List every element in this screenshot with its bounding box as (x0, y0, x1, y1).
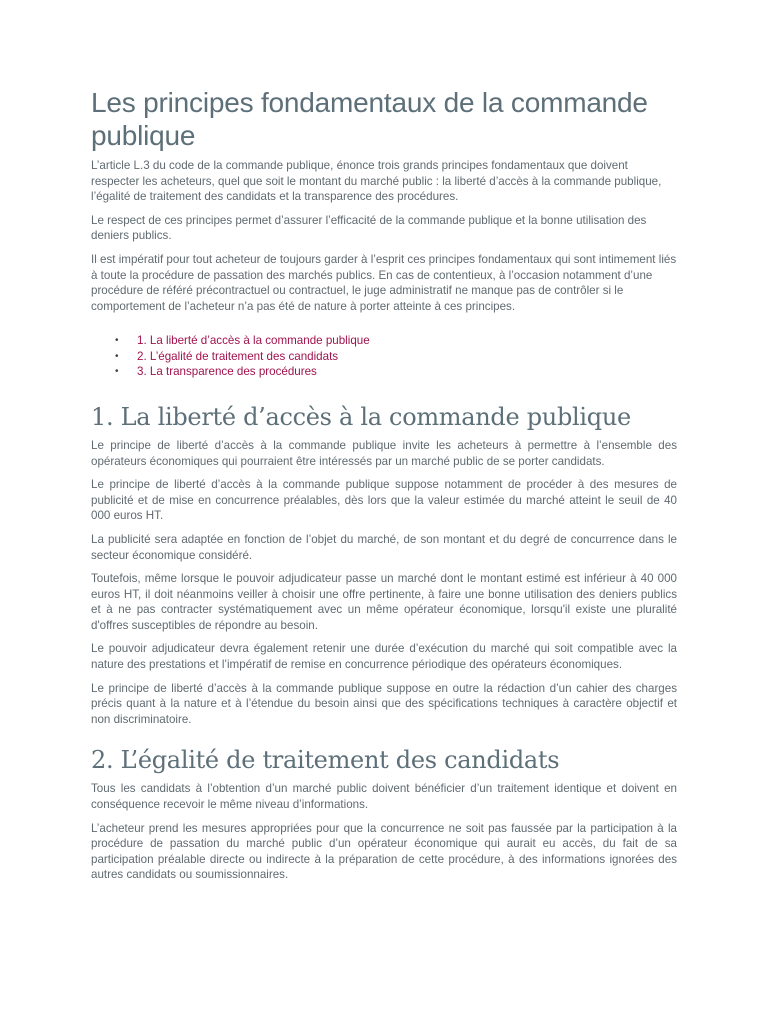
toc-link-label[interactable]: 3. La transparence des procédures (137, 364, 317, 378)
section1-paragraph-2: Le principe de liberté d’accès à la commande publique suppose notamment de procéder à des mesures de publicité et de mise en concurrence préalables, dès lors que la valeur estimée du marché atteint le seuil de 40 000 euros HT. (91, 478, 677, 523)
toc-item-liberte[interactable] (91, 333, 677, 348)
section-heading-egalite: 2. L’égalité de traitement des candidats (91, 746, 560, 775)
section1-paragraph-4: Toutefois, même lorsque le pouvoir adjudicateur passe un marché dont le montant estimé est inférieur à 40 000 euros HT, il doit néanmoins veiller à choisir une offre pertinente, à faire une bonne utilisation des deniers publics et à ne pas contracter systématiquement avec un même opérateur économique, lorsqu'il existe une pluralité d'offres susceptibles de répondre au besoin. (91, 572, 677, 632)
section1-paragraph-6: Le principe de liberté d’accès à la commande publique suppose en outre la rédaction d’un cahier des charges précis quant à la nature et à l’étendue du besoin ainsi que des spécifications techniques à caractère objectif et non discriminatoire. (91, 681, 677, 726)
section1-paragraph-3: La publicité sera adaptée en fonction de l’objet du marché, de son montant et du degré de concurrence dans le secteur économique considéré. (91, 532, 677, 562)
intro-paragraph-2: Le respect de ces principes permet d’assurer l’efficacité de la commande publique et la bonne utilisation des deniers publics. (91, 213, 647, 243)
section2-paragraph-1: Tous les candidats à l’obtention d’un marché public doivent bénéficier d’un traitement identique et doivent en conséquence recevoir le même niveau d’informations. (91, 782, 677, 812)
table-of-contents (91, 333, 677, 379)
toc-item-transparence[interactable] (91, 364, 677, 379)
section-heading-liberte: 1. La liberté d’accès à la commande publique (91, 402, 631, 431)
section2-paragraph-2: L’acheteur prend les mesures appropriées pour que la concurrence ne soit pas faussée par la participation à la procédure de passation du marché public d’un opérateur économique qui aurait eu accès, du fait de sa participation préalable directe ou indirecte à la préparation de cette procédure, à des informations ignorées des autres candidats ou soumissionnaires. (91, 821, 677, 882)
intro-paragraph-1: L’article L.3 du code de la commande publique, énonce trois grands principes fondamentaux que doivent respecter les acheteurs, quel que soit le montant du marché public : la liberté d’accès à la commande publique, l’égalité de traitement des candidats et la transparence des procédures. (91, 159, 662, 204)
bullet-icon: • (115, 335, 119, 347)
intro-paragraph-3: Il est impératif pour tout acheteur de toujours garder à l’esprit ces principes fondamentaux qui sont intimement liés à toute la procédure de passation des marchés publics. En cas de contentieux, à l’occasion notamment d’une procédure de référé précontractuel ou contractuel, le juge administratif ne manque pas de contrôler si le comportement de l’acheteur n’a pas été de nature à porter atteinte à ces principes. (91, 252, 677, 313)
document-page (91, 0, 677, 883)
toc-item-egalite[interactable] (91, 349, 677, 364)
toc-link-label[interactable]: 1. La liberté d’accès à la commande publique (137, 334, 370, 348)
section1-paragraph-1: Le principe de liberté d’accès à la commande publique invite les acheteurs à permettre à l’ensemble des opérateurs économiques qui pourraient être intéressés par un marché public de se porter candidats. (91, 438, 677, 468)
section1-paragraph-5: Le pouvoir adjudicateur devra également retenir une durée d’exécution du marché qui soit compatible avec la nature des prestations et l’impératif de remise en concurrence périodique des opérateurs économiques. (91, 642, 677, 672)
page-title: Les principes fondamentaux de la commande publique (91, 87, 648, 151)
bullet-icon: • (115, 350, 119, 362)
toc-link-label[interactable]: 2. L’égalité de traitement des candidats (137, 349, 339, 363)
bullet-icon: • (115, 365, 119, 377)
